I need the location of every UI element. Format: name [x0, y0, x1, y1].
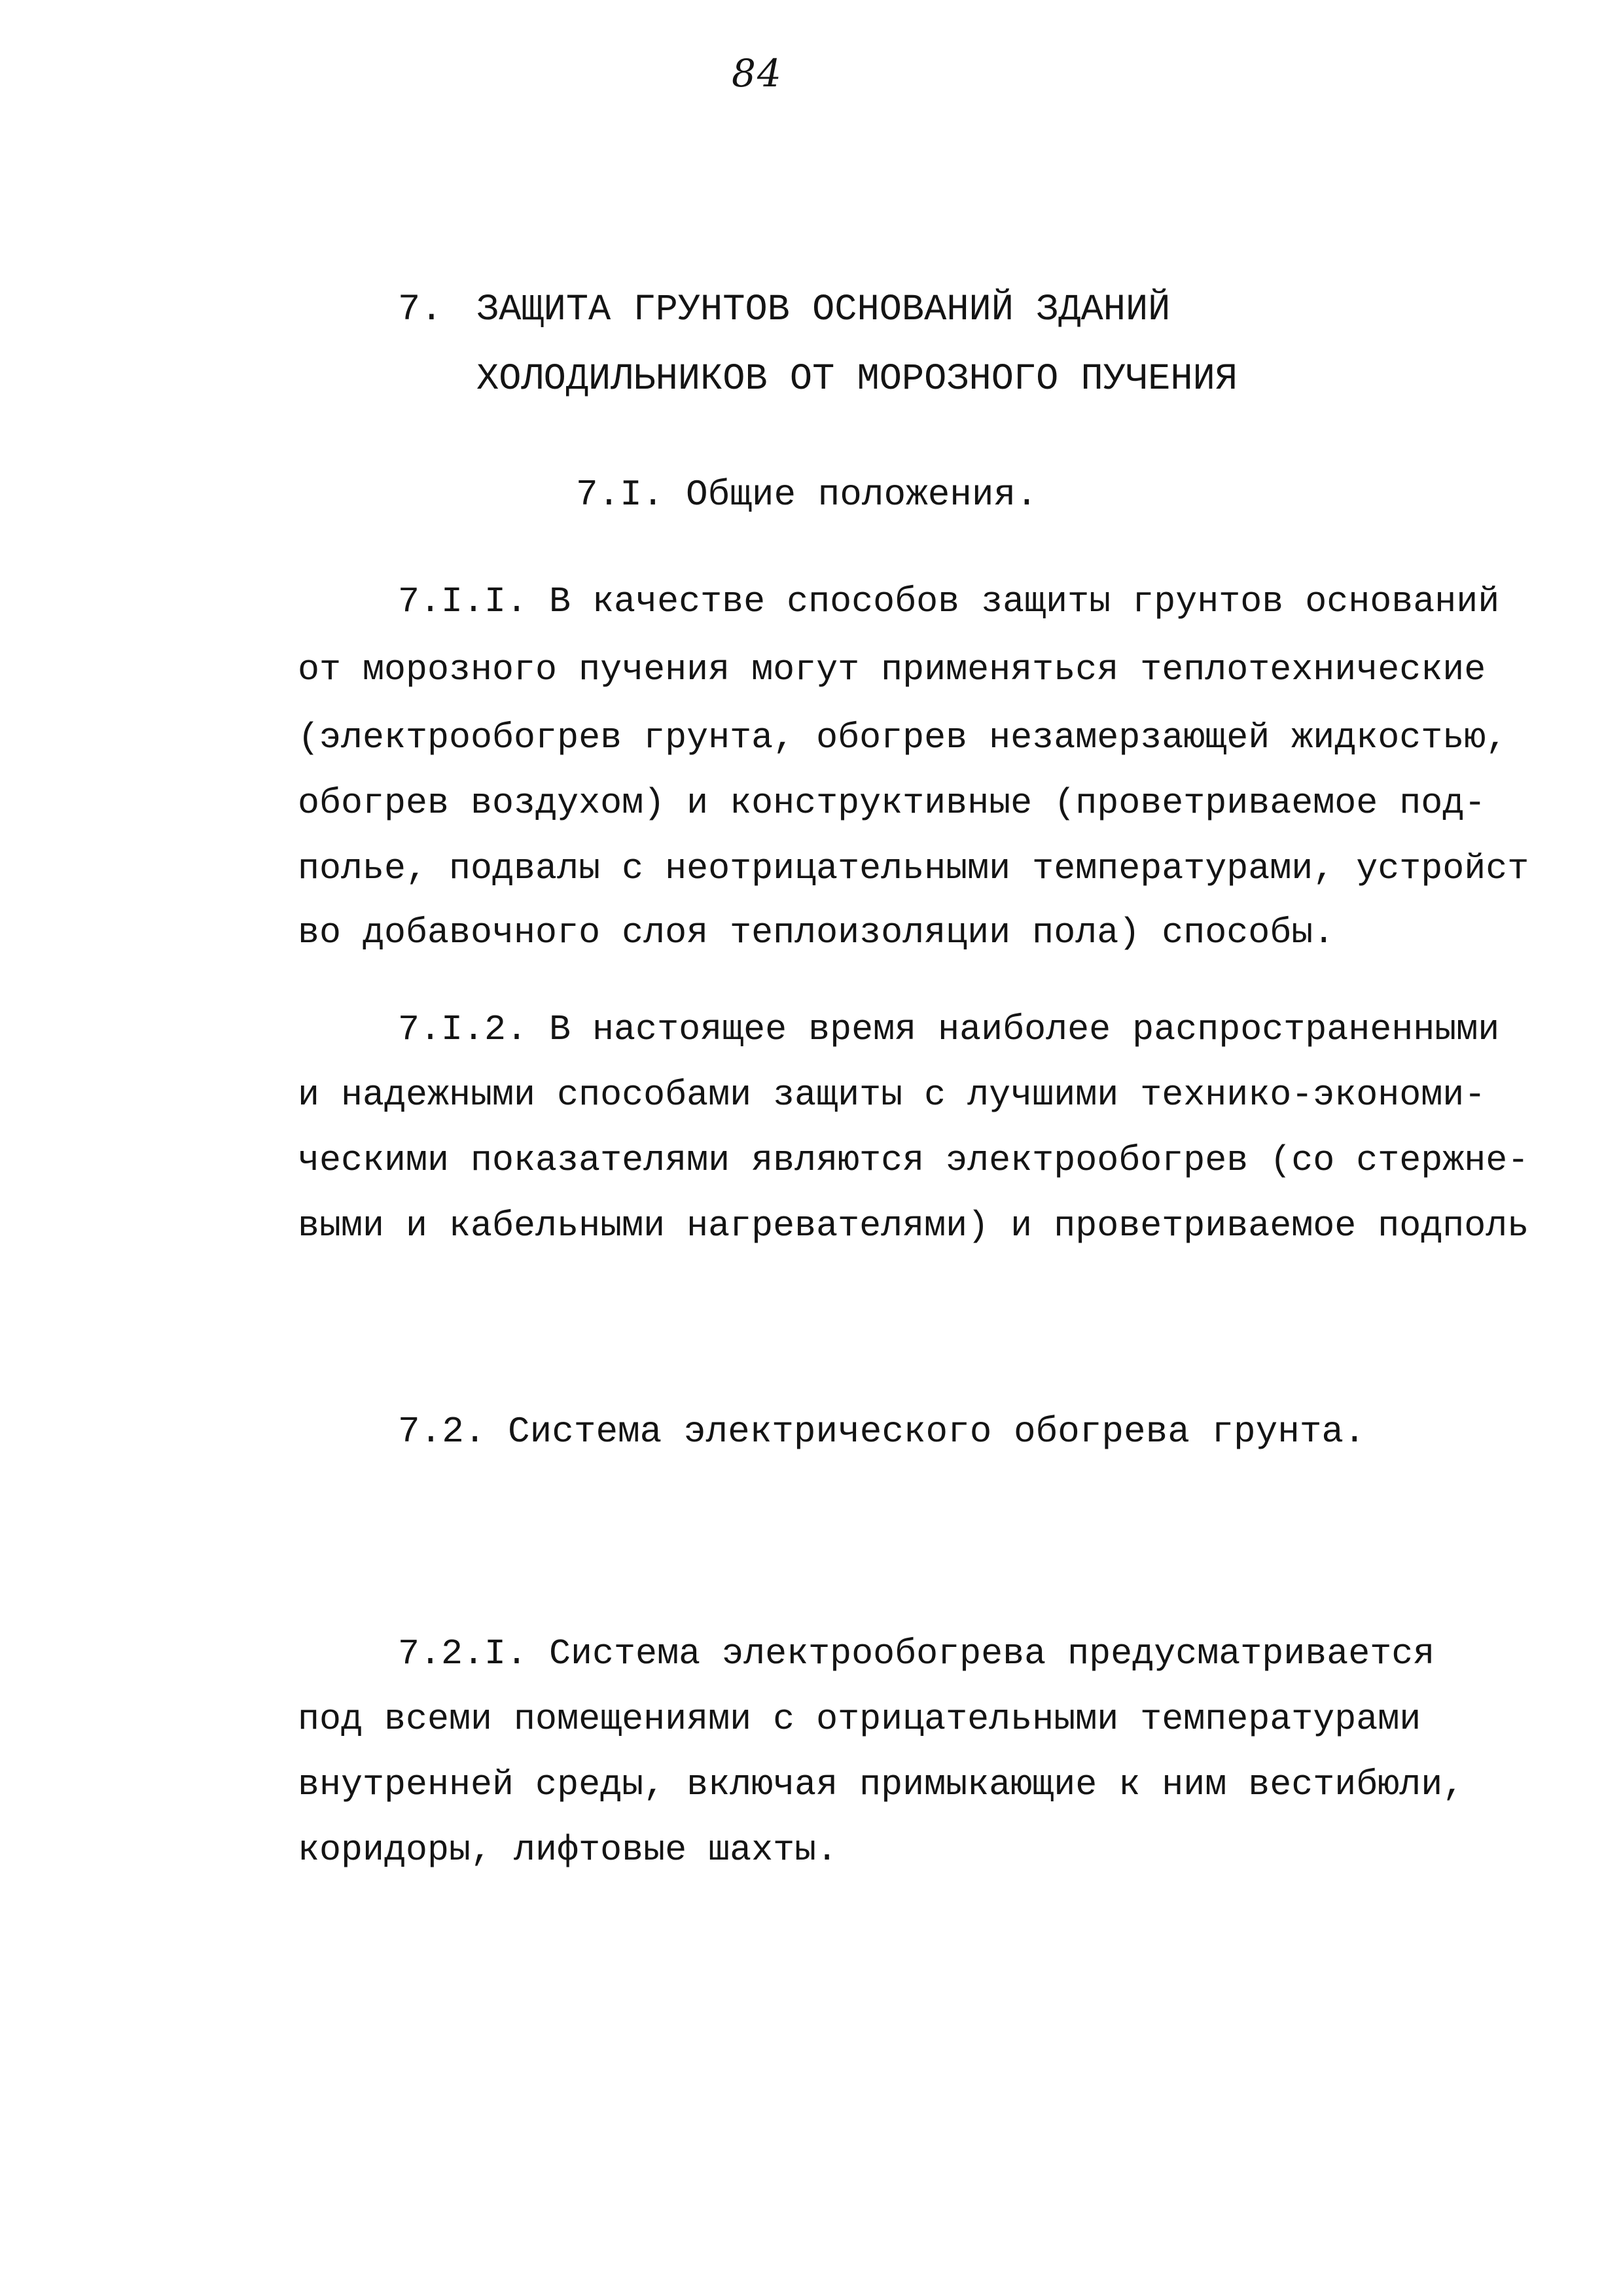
paragraph-line: обогрев воздухом) и конструктивные (проветриваемое под-	[298, 783, 1486, 824]
paragraph-line: внутренней среды, включая примыкающие к ним вестибюли,	[298, 1764, 1465, 1805]
paragraph-line: во добавочного слоя теплоизоляции пола) способы.	[298, 912, 1335, 953]
paragraph-line: выми и кабельными нагревателями) и проветриваемое подполь	[298, 1205, 1529, 1246]
paragraph-line: коридоры, лифтовые шахты.	[298, 1829, 838, 1871]
section-number: 7.	[398, 289, 443, 331]
paragraph-line: (электрообогрев грунта, обогрев незамерзающей жидкостью,	[298, 717, 1508, 758]
paragraph-line: 7.I.2. В настоящее время наиболее распространенными	[398, 1009, 1500, 1050]
paragraph-line: 7.2.I. Система электрообогрева предусматривается	[398, 1633, 1435, 1674]
paragraph-line: 7.I.I. В качестве способов защиты грунтов оснований	[398, 581, 1500, 622]
section-title-line-2: ХОЛОДИЛЬНИКОВ ОТ МОРОЗНОГО ПУЧЕНИЯ	[476, 359, 1238, 400]
section-title-line-1: ЗАЩИТА ГРУНТОВ ОСНОВАНИЙ ЗДАНИЙ	[476, 289, 1171, 331]
subsection-heading-7-1: 7.I. Общие положения.	[576, 474, 1038, 516]
paragraph-line: ческими показателями являются электрообогрев (со стержне-	[298, 1140, 1529, 1181]
paragraph-line: под всеми помещениями с отрицательными температурами	[298, 1699, 1421, 1740]
paragraph-line: полье, подвалы с неотрицательными температурами, устройст	[298, 848, 1529, 889]
paragraph-line: и надежными способами защиты с лучшими технико-экономи-	[298, 1074, 1486, 1116]
subsection-heading-7-2: 7.2. Система электрического обогрева грунта.	[398, 1411, 1366, 1453]
page-number: 84	[732, 51, 783, 96]
paragraph-line: от морозного пучения могут применяться теплотехнические	[298, 649, 1486, 690]
